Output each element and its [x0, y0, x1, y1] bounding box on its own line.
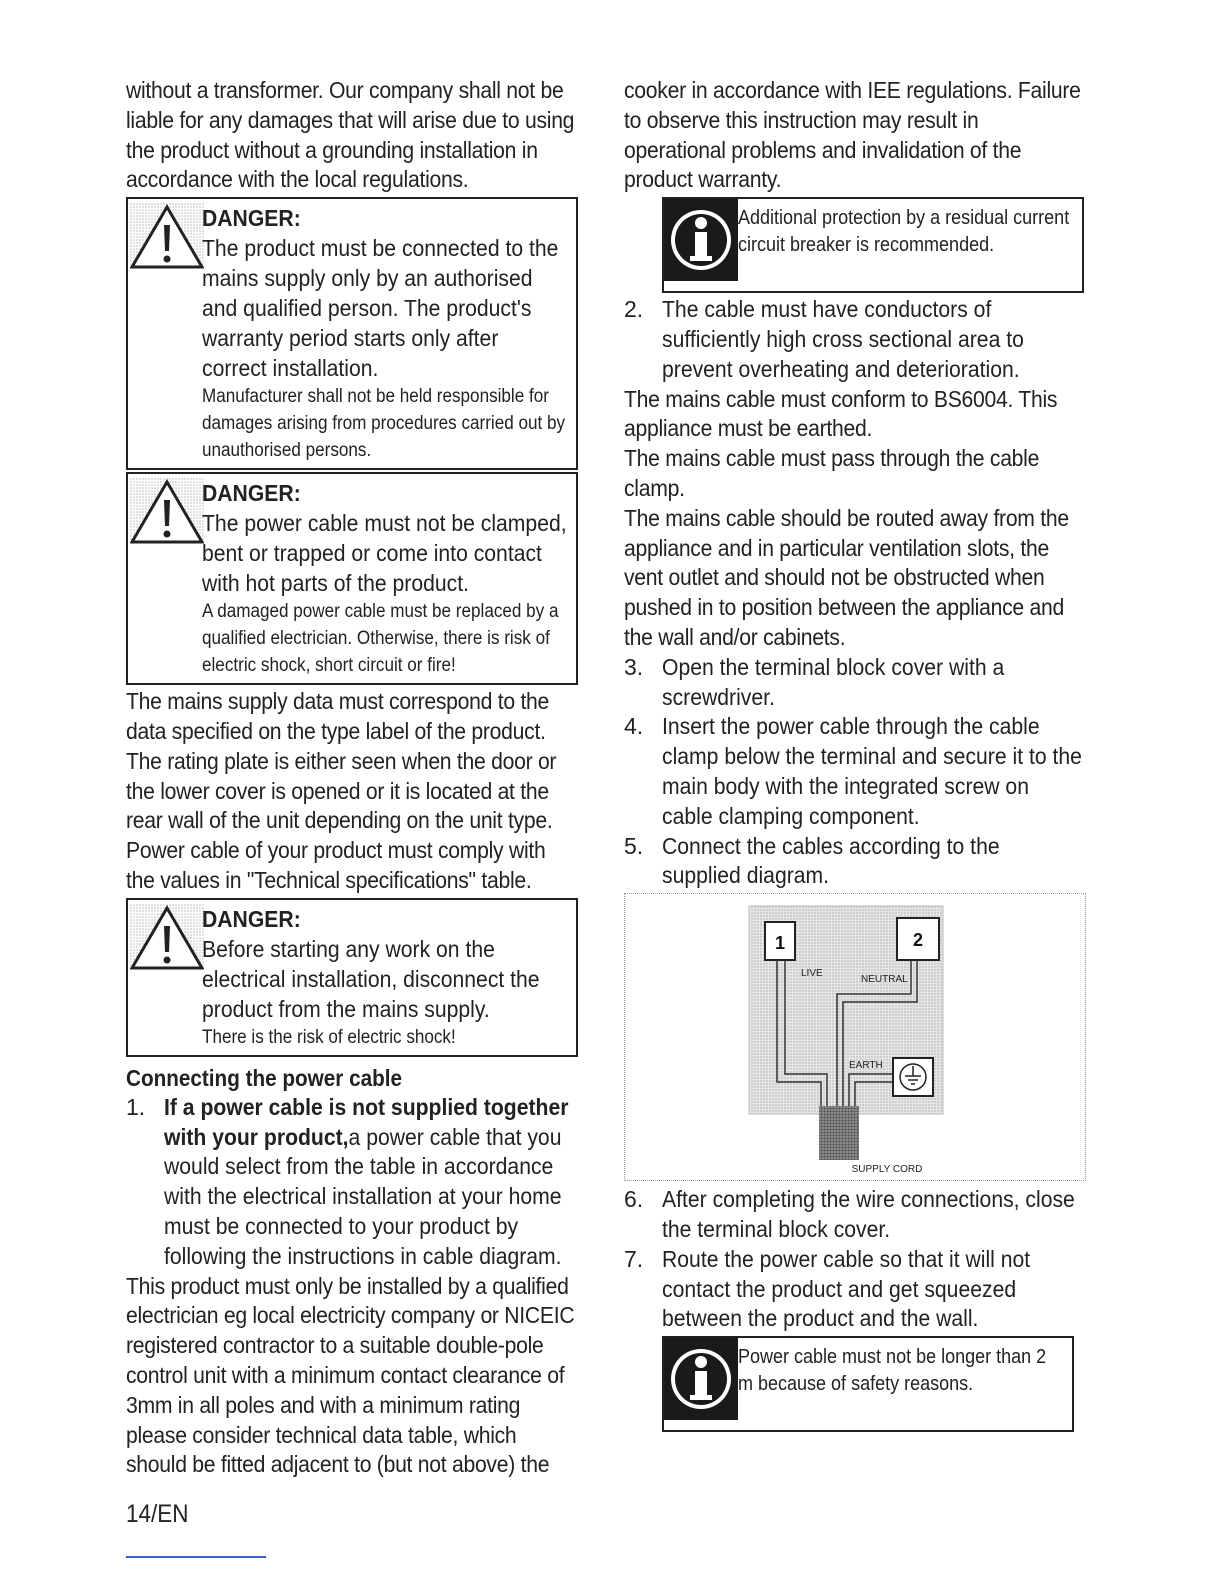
paragraph-bs6004: The mains cable must conform to BS6004. This appliance must be earthed. [624, 385, 1058, 442]
left-column [126, 76, 578, 1480]
steps-list-right-a [624, 295, 1086, 384]
step-number: 5. [624, 832, 644, 859]
warning-triangle-icon [130, 904, 204, 972]
danger-main-text: The power cable must not be clamped, bent or trapped or come into contact with hot parts of the product. [202, 510, 567, 597]
danger-box-cable [126, 472, 578, 685]
step-text: Insert the power cable through the cable clamp below the terminal and secure it to the main body with the integrated screw on cable clamping component. [662, 713, 1082, 829]
list-item [624, 1245, 1086, 1334]
wiring-diagram-svg [625, 894, 1075, 1178]
danger-title: DANGER: [202, 905, 301, 932]
danger-main-text: Before starting any work on the electrical installation, disconnect the product from the mains supply. [202, 935, 540, 1022]
danger-box-installer [126, 197, 578, 470]
terminal-2-label: 2 [912, 930, 924, 951]
section-heading: Connecting the power cable [126, 1064, 403, 1091]
info-box-rcd [662, 197, 1084, 293]
intro-paragraph: cooker in accordance with IEE regulations. Failure to observe this instruction may result in operational problems and invalidation of the product warranty. [624, 77, 1081, 193]
danger-title: DANGER: [202, 205, 301, 232]
danger-box-disconnect [126, 898, 578, 1057]
terminal-1-label: 1 [774, 933, 786, 954]
danger-note-text: A damaged power cable must be replaced by a qualified electrician. Otherwise, there is risk of electric shock, short circuit or fire! [202, 601, 559, 677]
step-text: a power cable that you would select from the table in accordance with the electrical installation at your home must be connected to your product by following the instructions in cable diagram. [164, 1123, 562, 1269]
list-item [624, 712, 1086, 831]
steps-list-left [126, 1093, 578, 1272]
steps-list-right-b [624, 653, 1086, 891]
step-number: 7. [624, 1245, 644, 1272]
info-box-cable-length [662, 1336, 1074, 1432]
intro-paragraph: without a transformer. Our company shall not be liable for any damages that will arise due to using the product without a grounding installation in accordance with the local regulations. [126, 77, 575, 193]
danger-main-text: The product must be connected to the mains supply only by an authorised and qualified person. The product's warranty period starts only after correct installation. [202, 235, 559, 382]
info-icon [664, 199, 738, 281]
danger-note-text: There is the risk of electric shock! [202, 1026, 456, 1048]
step-text: Connect the cables according to the supplied diagram. [662, 832, 1000, 889]
neutral-label: NEUTRAL [861, 974, 908, 986]
step-number: 6. [624, 1186, 644, 1213]
info-text: Additional protection by a residual current circuit breaker is recommended. [738, 207, 1070, 257]
danger-note-text: Manufacturer shall not be held responsible for damages arising from procedures carried out by unauthorised persons. [202, 386, 566, 462]
list-item [126, 1093, 578, 1272]
step-text: After completing the wire connections, close the terminal block cover. [662, 1186, 1075, 1242]
info-icon [664, 1338, 738, 1420]
warning-triangle-icon [130, 478, 204, 546]
step-text: The cable must have conductors of sufficiently high cross sectional area to prevent overheating and deterioration. [662, 296, 1024, 382]
right-column [624, 76, 1086, 1434]
supply-cord-bundle [819, 1106, 859, 1160]
install-paragraph: This product must only be installed by a qualified electrician eg local electricity company or NICEIC registered contractor to a suitable double-pole control unit with a minimum contact clearance of 3mm in all poles and with a minimum rating please consider technical data table, which should be fitted adjacent to (but not above) the [126, 1272, 575, 1478]
paragraph-cable-clamp: The mains cable must pass through the cable clamp. [624, 445, 1040, 501]
wiring-diagram [624, 893, 1086, 1181]
step-text: Route the power cable so that it will not contact the product and get squeezed between the product and the wall. [662, 1245, 1031, 1332]
list-item [624, 653, 1086, 713]
step-number: 4. [624, 713, 644, 740]
list-item [624, 295, 1086, 384]
step-bold-text: If a power cable is not supplied together with your product, [164, 1093, 569, 1150]
info-text: Power cable must not be longer than 2 m because of safety reasons. [738, 1346, 1047, 1396]
page-number: 14/EN [126, 1500, 189, 1528]
footer-divider [126, 1556, 266, 1558]
step-number: 3. [624, 653, 644, 680]
earth-label: EARTH [849, 1060, 883, 1072]
live-label: LIVE [801, 968, 823, 980]
step-number: 1. [126, 1093, 146, 1120]
mains-supply-paragraph: The mains supply data must correspond to the data specified on the type label of the product. The rating plate is either seen when the door or the lower cover is opened or it is located at the rear wall of the unit depending on the unit type. Power cable of your product must comply with the values in "Technical specifications" table. [126, 688, 557, 893]
danger-title: DANGER: [202, 480, 301, 507]
list-item [624, 1185, 1086, 1245]
step-number: 2. [624, 296, 644, 323]
list-item [624, 832, 1086, 892]
step-text: Open the terminal block cover with a screwdriver. [662, 653, 1005, 710]
supply-cord-label: SUPPLY CORD [851, 1164, 923, 1176]
paragraph-routing: The mains cable should be routed away from the appliance and in particular ventilation slots, the vent outlet and should not be obstructed when pushed in to position between the appliance and the wall and/or cabinets. [624, 504, 1069, 650]
warning-triangle-icon [130, 203, 204, 271]
steps-list-right-c [624, 1185, 1086, 1334]
